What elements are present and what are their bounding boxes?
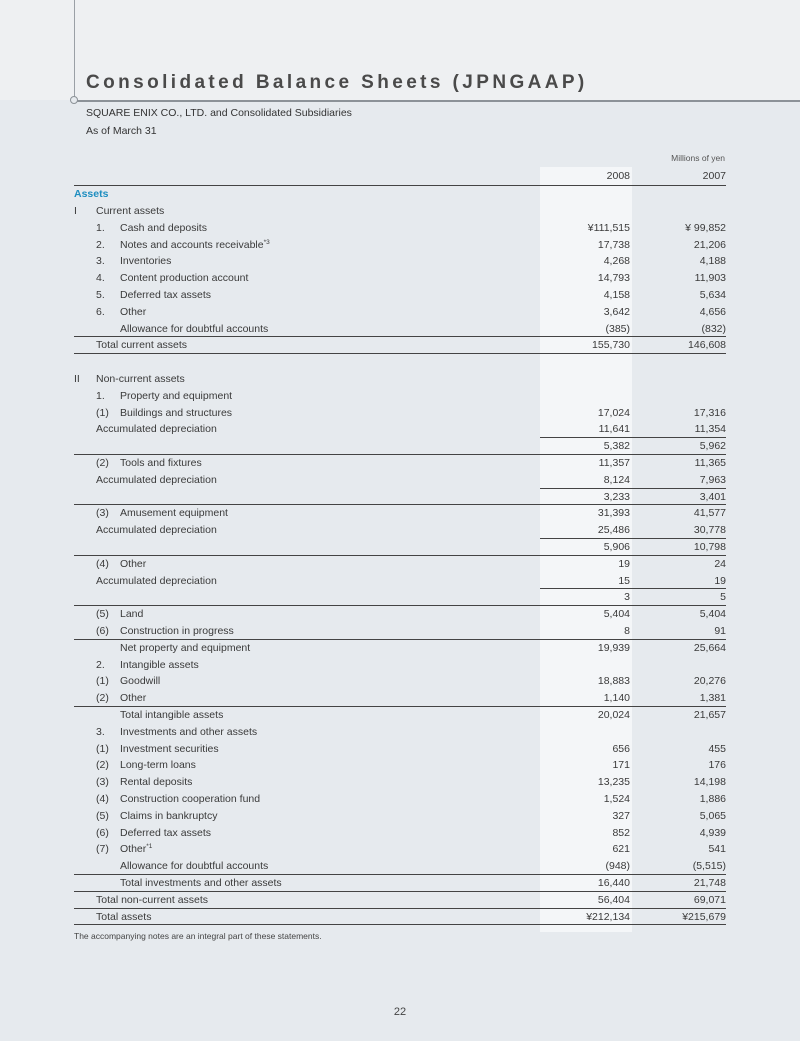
value-2007: 3,401 — [699, 490, 726, 503]
year-2008-header: 2008 — [606, 170, 630, 182]
row-number: 1. — [96, 221, 105, 234]
value-2008: 17,738 — [597, 238, 630, 251]
table-row — [74, 657, 726, 674]
row-number: (4) — [96, 557, 109, 570]
row-label-text: Claims in bankruptcy — [120, 809, 218, 822]
value-2008: 8,124 — [603, 473, 630, 486]
value-2008: 3 — [624, 591, 630, 604]
row-label — [96, 522, 217, 539]
row-number: (6) — [96, 826, 109, 839]
value-2008: 15 — [618, 574, 630, 587]
value-2008: ¥111,515 — [587, 221, 630, 234]
row-label-text: Non-current assets — [96, 373, 185, 385]
row-label — [120, 556, 146, 573]
row-label-text: Rental deposits — [120, 776, 193, 789]
value-2007: 5,962 — [699, 440, 726, 453]
table-rule — [74, 336, 726, 337]
value-2007: (5,515) — [692, 860, 726, 873]
table-row — [74, 573, 726, 590]
year-header-row — [74, 168, 726, 185]
assets-section-title: Assets — [74, 188, 109, 200]
row-label — [120, 858, 268, 875]
value-2007: 11,365 — [694, 457, 726, 469]
table-row — [74, 606, 726, 623]
table-row — [74, 858, 726, 875]
value-2008: 11,357 — [598, 457, 630, 469]
table-rule — [74, 874, 726, 875]
table-rule — [74, 185, 726, 186]
rule-corner-dot — [70, 96, 78, 104]
value-2008: 17,024 — [597, 406, 630, 419]
row-number: (2) — [96, 457, 109, 469]
value-2007: 455 — [708, 742, 726, 755]
table-rule — [540, 437, 726, 438]
table-rule — [74, 639, 726, 640]
value-2007: 17,316 — [693, 406, 726, 419]
value-2007: 14,198 — [693, 776, 726, 789]
table-row — [74, 321, 726, 338]
table-rule — [74, 353, 726, 354]
row-label-text: Intangible assets — [120, 658, 199, 671]
value-2007: ¥215,679 — [682, 910, 726, 923]
value-2008: 11,641 — [598, 423, 630, 436]
table-row — [74, 640, 726, 657]
table-row — [74, 774, 726, 791]
value-2008: 656 — [612, 742, 630, 755]
row-label-text: Investments and other assets — [120, 725, 258, 738]
row-label — [96, 203, 164, 220]
value-2008: 3,642 — [603, 305, 630, 318]
row-label-text: Accumulated depreciation — [96, 423, 217, 436]
row-label-text: Tools and fixtures — [120, 457, 202, 469]
row-number: 4. — [96, 272, 105, 285]
row-label-text: Notes and accounts receivable — [120, 238, 264, 251]
row-label — [120, 657, 199, 674]
table-row — [74, 825, 726, 842]
table-rule — [74, 908, 726, 909]
row-label — [120, 673, 160, 690]
value-2007: 91 — [714, 625, 726, 637]
row-label — [120, 841, 152, 858]
value-2008: 621 — [612, 843, 630, 856]
value-2007: 1,886 — [699, 793, 726, 805]
value-2007: 24 — [714, 557, 726, 570]
value-2008: 8 — [624, 625, 630, 637]
row-label — [120, 640, 250, 657]
row-label — [120, 825, 211, 842]
row-label — [120, 287, 211, 304]
row-label — [96, 371, 185, 388]
value-2008: (948) — [605, 860, 630, 873]
table-row — [74, 808, 726, 825]
table-row — [74, 673, 726, 690]
value-2007: 21,748 — [693, 877, 726, 889]
note-reference: *3 — [263, 238, 270, 246]
row-label — [120, 388, 232, 405]
table-row — [74, 455, 726, 472]
value-2008: 3,233 — [603, 490, 630, 503]
value-2007: (832) — [701, 322, 726, 335]
row-number: (4) — [96, 793, 109, 805]
page-title: Consolidated Balance Sheets (JPNGAAP) — [86, 72, 588, 93]
value-2007: 25,664 — [693, 641, 726, 654]
row-label-text: Other — [120, 557, 147, 570]
table-row — [74, 405, 726, 422]
value-2007: 69,071 — [693, 893, 726, 906]
value-2007: 5,404 — [699, 608, 726, 621]
section-title-row — [74, 186, 726, 203]
row-number: 3. — [96, 725, 105, 738]
table-row — [74, 203, 726, 220]
row-label-text: Goodwill — [120, 675, 161, 688]
table-row — [74, 371, 726, 388]
value-2008: 20,024 — [597, 709, 630, 721]
value-2008: 25,486 — [597, 524, 630, 537]
row-label-text: Content production account — [120, 272, 249, 285]
row-label-text: Construction cooperation fund — [120, 793, 261, 805]
table-row — [74, 707, 726, 724]
table-row — [74, 421, 726, 438]
value-2007: 21,657 — [693, 709, 726, 721]
row-label — [96, 337, 187, 354]
row-label — [96, 909, 151, 926]
table-row — [74, 253, 726, 270]
page-number: 22 — [393, 1006, 407, 1018]
table-rule — [74, 924, 726, 925]
row-label-text: Land — [120, 608, 144, 621]
row-label — [96, 892, 208, 909]
value-2008: 19 — [618, 557, 630, 570]
value-2007: 20,276 — [693, 675, 726, 688]
row-label-text: Allowance for doubtful accounts — [120, 322, 269, 335]
company-name: SQUARE ENIX CO., LTD. and Consolidated Subsidiaries — [86, 107, 352, 119]
row-label — [120, 808, 217, 825]
row-label-text: Current assets — [96, 205, 165, 217]
row-number: (2) — [96, 692, 109, 705]
value-2007: 541 — [708, 843, 726, 856]
row-label-text: Accumulated depreciation — [96, 473, 217, 486]
value-2008: 1,524 — [603, 793, 630, 805]
value-2008: 327 — [612, 809, 630, 822]
row-label-text: Deferred tax assets — [120, 826, 212, 839]
row-label — [120, 690, 146, 707]
row-label-text: Accumulated depreciation — [96, 524, 217, 537]
row-number: (5) — [96, 809, 109, 822]
table-rule — [540, 538, 726, 539]
value-2008: 56,404 — [597, 893, 630, 906]
row-label-text: Total non-current assets — [96, 893, 209, 906]
row-label-text: Cash and deposits — [120, 221, 207, 234]
row-label-text: Other — [120, 843, 147, 856]
table-rule — [74, 555, 726, 556]
table-row — [74, 489, 726, 506]
row-number: 5. — [96, 289, 105, 301]
row-label — [120, 791, 260, 808]
value-2008: 852 — [612, 826, 630, 839]
table-rule — [74, 504, 726, 505]
row-label — [120, 455, 202, 472]
row-number: (3) — [96, 776, 109, 789]
year-2007-header: 2007 — [702, 170, 726, 182]
value-2007: 10,798 — [693, 541, 726, 553]
row-label — [120, 724, 257, 741]
value-2007: 146,608 — [688, 339, 726, 352]
value-2008: 18,883 — [597, 675, 630, 688]
row-label — [120, 741, 219, 758]
table-row — [74, 690, 726, 707]
row-label-text: Allowance for doubtful accounts — [120, 860, 269, 873]
row-number: (7) — [96, 843, 109, 856]
table-row — [74, 388, 726, 405]
row-number: (1) — [96, 406, 109, 419]
row-label-text: Property and equipment — [120, 389, 233, 402]
row-label — [120, 304, 146, 321]
row-label — [120, 757, 196, 774]
value-2008: 5,382 — [603, 440, 630, 453]
value-2007: 4,188 — [699, 255, 726, 268]
value-2007: 1,381 — [699, 692, 726, 705]
row-label — [120, 606, 143, 623]
value-2008: 171 — [612, 759, 630, 772]
row-label-text: Long-term loans — [120, 759, 196, 772]
row-label — [120, 321, 268, 338]
value-2007: 30,778 — [693, 524, 726, 537]
table-row — [74, 522, 726, 539]
value-2008: 155,730 — [592, 339, 630, 352]
table-row — [74, 589, 726, 606]
as-of-date: As of March 31 — [86, 125, 157, 137]
table-rule — [74, 605, 726, 606]
value-2008: 31,393 — [597, 507, 630, 520]
row-number: 1. — [96, 389, 105, 402]
table-row — [74, 354, 726, 371]
table-row — [74, 505, 726, 522]
row-label-text: Total assets — [96, 910, 152, 923]
table-row — [74, 304, 726, 321]
footnote: The accompanying notes are an integral part of these statements. — [74, 931, 322, 941]
units-label: Millions of yen — [671, 153, 725, 163]
value-2007: 7,963 — [699, 473, 726, 486]
table-rule — [540, 488, 726, 489]
row-label — [120, 253, 171, 270]
row-number: (1) — [96, 675, 109, 688]
row-label-text: Other — [120, 305, 147, 318]
value-2007: 5,634 — [699, 289, 726, 301]
row-label-text: Other — [120, 692, 147, 705]
table-row — [74, 337, 726, 354]
value-2008: 4,268 — [603, 255, 630, 268]
header-vertical-rule — [74, 0, 75, 100]
table-row — [74, 556, 726, 573]
value-2008: 13,235 — [597, 776, 630, 789]
row-label — [96, 421, 217, 438]
row-label — [120, 875, 282, 892]
row-number: 3. — [96, 255, 105, 268]
value-2007: 5,065 — [699, 809, 726, 822]
value-2008: 16,440 — [597, 877, 630, 889]
value-2007: 4,939 — [699, 826, 726, 839]
value-2007: 19 — [714, 574, 726, 587]
value-2007: 176 — [708, 759, 726, 772]
value-2008: 4,158 — [603, 289, 630, 301]
row-label — [120, 237, 270, 254]
row-label-text: Total intangible assets — [120, 709, 224, 721]
value-2007: 21,206 — [693, 238, 726, 251]
row-number: (6) — [96, 625, 109, 637]
row-label-text: Buildings and structures — [120, 406, 233, 419]
table-row — [74, 539, 726, 556]
row-label-text: Amusement equipment — [120, 507, 228, 520]
row-label — [120, 405, 232, 422]
table-row — [74, 438, 726, 455]
value-2007: 11,903 — [694, 272, 726, 285]
row-label — [120, 707, 223, 724]
note-reference: *1 — [146, 843, 153, 851]
row-label — [120, 505, 228, 522]
table-row — [74, 909, 726, 926]
value-2008: 19,939 — [597, 641, 630, 654]
table-row — [74, 237, 726, 254]
table-rule — [74, 706, 726, 707]
table-rule — [74, 454, 726, 455]
row-label — [96, 573, 217, 590]
row-label — [96, 472, 217, 489]
table-row — [74, 287, 726, 304]
row-number: 2. — [96, 658, 105, 671]
row-number: 2. — [96, 238, 105, 251]
row-number: (2) — [96, 759, 109, 772]
table-rule — [540, 588, 726, 589]
row-number: (5) — [96, 608, 109, 621]
value-2007: 5 — [720, 591, 726, 604]
table-row — [74, 623, 726, 640]
row-number: II — [74, 373, 80, 385]
value-2007: 41,577 — [693, 507, 726, 520]
table-row — [74, 741, 726, 758]
row-label-text: Total investments and other assets — [120, 877, 282, 889]
table-row — [74, 270, 726, 287]
value-2007: ¥ 99,852 — [685, 221, 726, 234]
row-label — [120, 623, 234, 640]
value-2007: 11,354 — [694, 423, 726, 436]
table-row — [74, 841, 726, 858]
value-2008: (385) — [605, 322, 630, 335]
row-label-text: Total current assets — [96, 339, 188, 352]
table-row — [74, 791, 726, 808]
row-label-text: Accumulated depreciation — [96, 574, 217, 587]
table-row — [74, 892, 726, 909]
row-label-text: Deferred tax assets — [120, 289, 212, 301]
value-2008: ¥212,134 — [586, 910, 630, 923]
row-label-text: Investment securities — [120, 742, 219, 755]
row-number: (3) — [96, 507, 109, 520]
value-2008: 5,906 — [603, 541, 630, 553]
row-label-text: Construction in progress — [120, 625, 234, 637]
table-row — [74, 472, 726, 489]
row-number: 6. — [96, 305, 105, 318]
table-row — [74, 757, 726, 774]
table-row — [74, 875, 726, 892]
row-number: (1) — [96, 742, 109, 755]
row-label — [120, 774, 192, 791]
row-number: I — [74, 205, 77, 217]
value-2008: 5,404 — [603, 608, 630, 621]
header-horizontal-rule — [74, 100, 800, 102]
value-2008: 1,140 — [603, 692, 630, 705]
row-label-text: Inventories — [120, 255, 172, 268]
value-2008: 14,793 — [597, 272, 630, 285]
value-2007: 4,656 — [699, 305, 726, 318]
row-label-text: Net property and equipment — [120, 641, 251, 654]
table-row — [74, 220, 726, 237]
row-label — [120, 220, 207, 237]
table-rule — [74, 891, 726, 892]
row-label — [120, 270, 248, 287]
table-row — [74, 724, 726, 741]
